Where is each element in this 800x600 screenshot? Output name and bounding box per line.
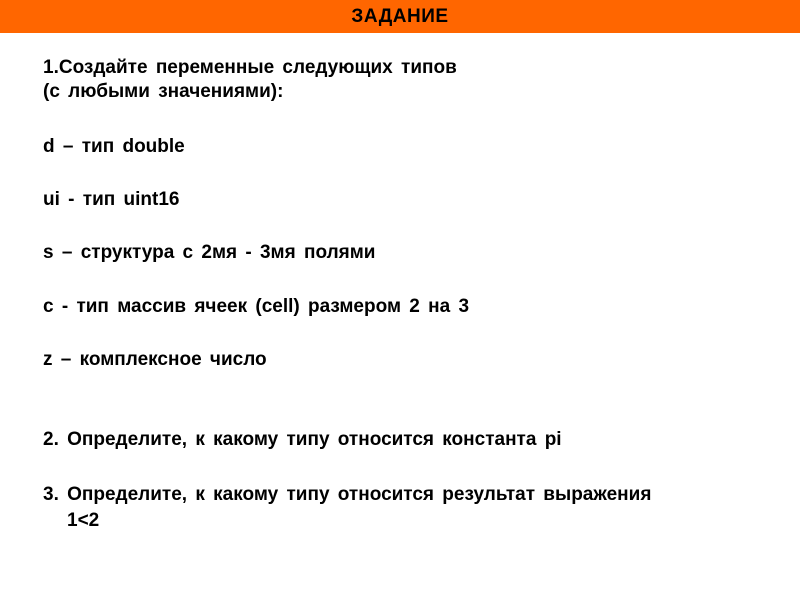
task1-item-z: z – комплексное число <box>43 349 267 370</box>
task1-item-ui: ui - тип uint16 <box>43 189 180 210</box>
task3-line1: 3. Определите, к какому типу относится результат выражения <box>43 484 652 505</box>
task1-heading-line1: 1.Создайте переменные следующих типов <box>43 57 457 78</box>
task3-line2: 1<2 <box>67 510 100 531</box>
task1-item-c: c - тип массив ячеек (cell) размером 2 на 3 <box>43 296 470 317</box>
task1-heading-line2: (с любыми значениями): <box>43 81 284 102</box>
task1-item-d: d – тип double <box>43 136 185 157</box>
title-bar <box>0 0 800 33</box>
task2-text: 2. Определите, к какому типу относится константа pi <box>43 429 562 450</box>
task1-item-s: s – структура с 2мя - 3мя полями <box>43 242 376 263</box>
slide-title: ЗАДАНИЕ <box>351 5 449 27</box>
